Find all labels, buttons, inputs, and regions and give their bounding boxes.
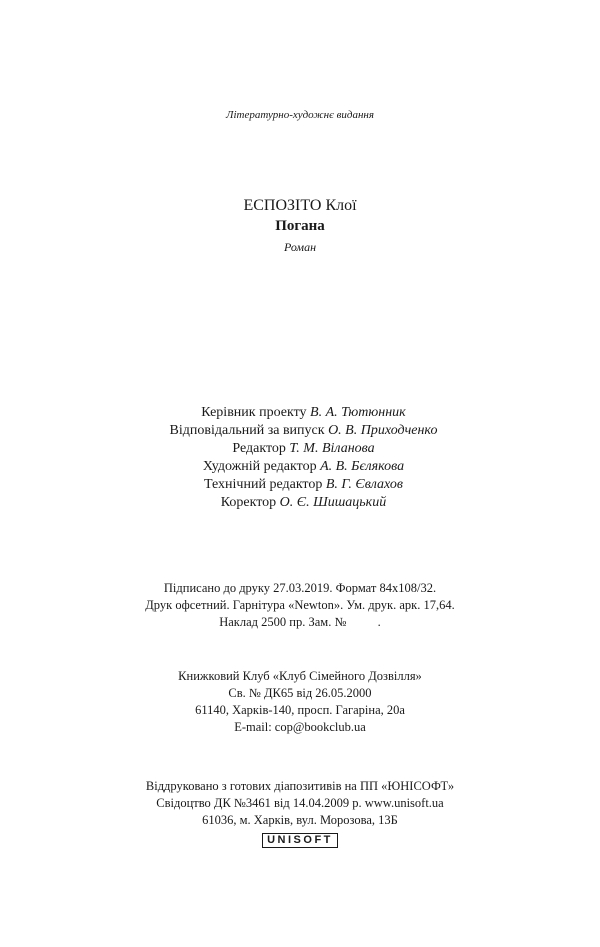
- credit-role: Редактор: [232, 441, 286, 456]
- publisher-line: Св. № ДК65 від 26.05.2000: [228, 686, 372, 700]
- print-info-line: Підписано до друку 27.03.2019. Формат 84х108/32.: [163, 581, 437, 595]
- unisoft-logo: UNISOFT: [262, 833, 338, 848]
- credit-role: Відповідальний за випуск: [169, 423, 325, 438]
- printer-logo-wrap: [0, 830, 600, 848]
- publisher-email: E-mail: cop@bookclub.ua: [234, 720, 366, 734]
- genre-label: Літературно-художнє видання: [226, 109, 374, 121]
- credit-line: [0, 476, 600, 512]
- printer-line: Віддруковано з готових діапозитивів на ПП «ЮНІСОФТ»: [145, 779, 455, 793]
- credit-name: О. Є. Шишацький: [279, 495, 387, 510]
- credit-name: В. А. Тютюнник: [310, 405, 406, 420]
- credit-name: А. В. Бєлякова: [320, 459, 405, 474]
- print-info-line: Друк офсетний. Гарнітура «Newton». Ум. друк. арк. 17,64.: [145, 598, 455, 612]
- publisher-line: 61140, Харків-140, просп. Гагаріна, 20а: [195, 703, 405, 717]
- credit-role: Керівник проекту: [201, 405, 307, 420]
- publisher-line: Книжковий Клуб «Клуб Сімейного Дозвілля»: [178, 669, 422, 683]
- printer-line: 61036, м. Харків, вул. Морозова, 13Б: [202, 813, 398, 827]
- credit-role: Коректор: [220, 495, 277, 510]
- printer-line: Свідоцтво ДК №3461 від 14.04.2009 р. www.unisoft.ua: [156, 796, 444, 810]
- book-subtitle: Роман: [283, 240, 317, 254]
- book-title: Погана: [275, 218, 325, 234]
- credit-name: Т. М. Віланова: [289, 441, 375, 456]
- credit-role: Художній редактор: [202, 459, 317, 474]
- print-info-line: Наклад 2500 пр. Зам. № .: [219, 615, 381, 629]
- author-name: ЕСПОЗІТО Клої: [243, 197, 357, 214]
- credit-name: О. В. Приходченко: [328, 423, 438, 438]
- credit-name: В. Г. Євлахов: [325, 477, 403, 492]
- credit-role: Технічний редактор: [204, 477, 323, 492]
